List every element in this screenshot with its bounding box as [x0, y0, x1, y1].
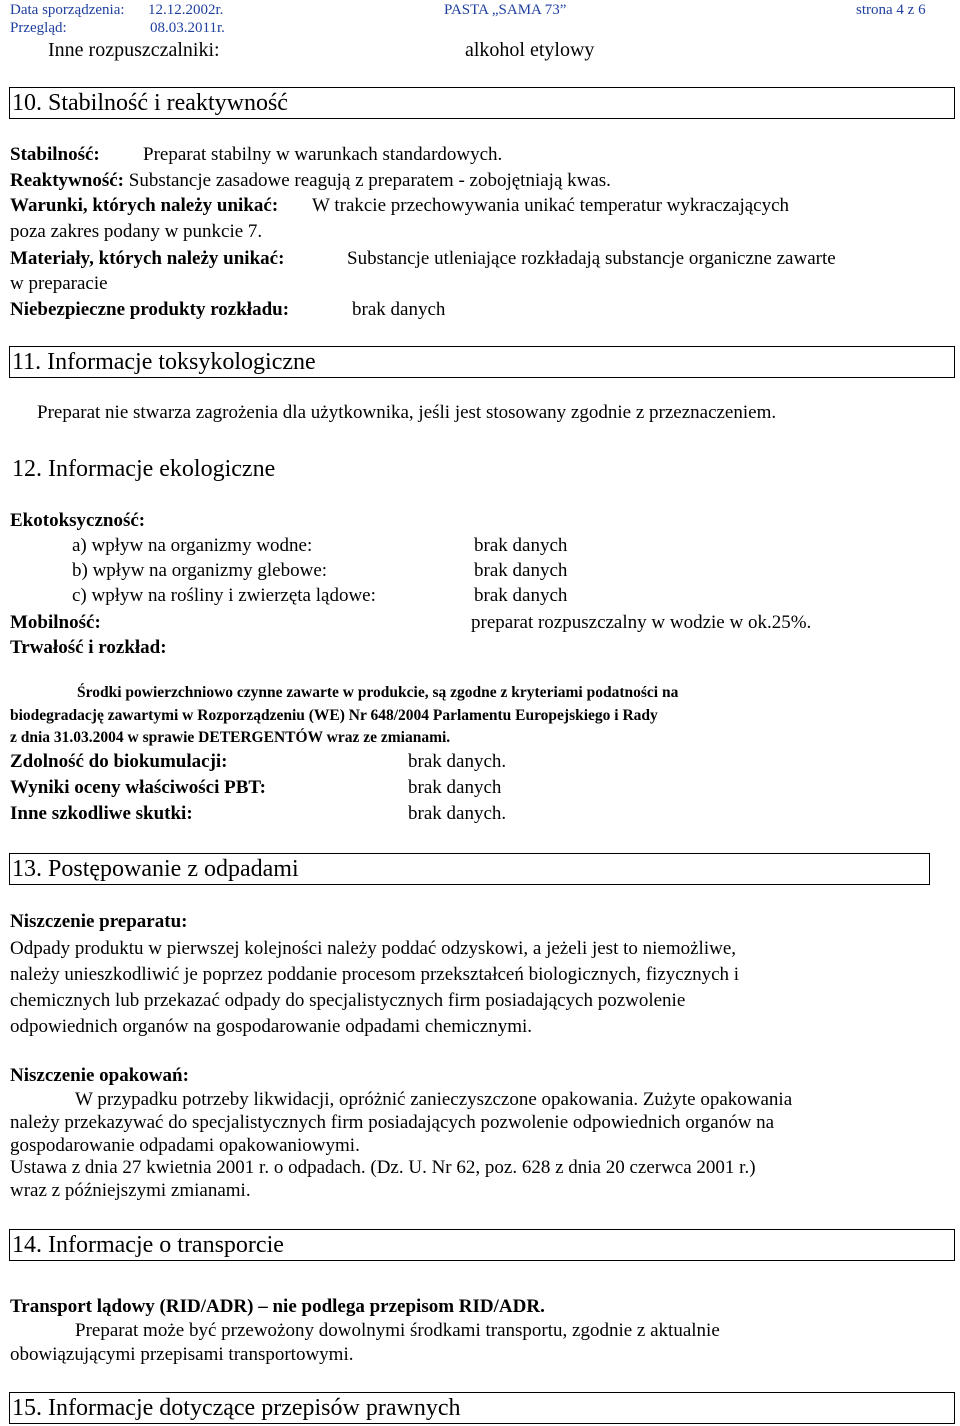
bioaccumulation-value: brak danych.: [408, 751, 507, 772]
packaging-line-4: Ustawa z dnia 27 kwietnia 2001 r. o odpadach. (Dz. U. Nr 62, poz. 628 z dnia 20 czerwca 2001 r.): [10, 1157, 756, 1178]
reactivity-label: Reaktywność:: [10, 170, 124, 191]
bioaccumulation-label: Zdolność do biokumulacji:: [10, 751, 228, 772]
pbt-label: Wyniki oceny właściwości PBT:: [10, 777, 266, 798]
packaging-line-2: należy przekazywać do specjalistycznych firm posiadających pozwolenie odpowiednich organów na: [10, 1112, 775, 1133]
eco-item-b-value: brak danych: [474, 560, 568, 581]
section-13-title: 13. Postępowanie z odpadami: [9, 853, 930, 885]
product-disposal-line-2: należy unieszkodliwić je poprzez poddanie procesom przekształceń biologicznych, fizycznych i: [10, 964, 740, 985]
eco-item-a-value: brak danych: [474, 535, 568, 556]
packaging-line-1: W przypadku potrzeby likwidacji, opróżnić zanieczyszczone opakowania. Zużyte opakowania: [75, 1089, 793, 1110]
reactivity-row: [10, 170, 611, 192]
stability-value: Preparat stabilny w warunkach standardowych.: [143, 144, 503, 165]
section-15-title: 15. Informacje dotyczące przepisów prawnych: [9, 1392, 955, 1424]
decomposition-value: brak danych: [352, 299, 446, 320]
conditions-value-2: poza zakres podany w punkcie 7.: [10, 221, 263, 242]
other-effects-value: brak danych.: [408, 803, 507, 824]
packaging-line-3: gospodarowanie odpadami opakowaniowymi.: [10, 1135, 360, 1156]
reactivity-value: Substancje zasadowe reagują z preparatem - zobojętniają kwas.: [124, 170, 611, 191]
solvents-value: alkohol etylowy: [465, 39, 595, 61]
mobility-label: Mobilność:: [10, 612, 101, 633]
pbt-value: brak danych: [408, 777, 502, 798]
persistence-label: Trwałość i rozkład:: [10, 637, 167, 658]
review-date: 08.03.2011r.: [150, 20, 225, 36]
conditions-value: W trakcie przechowywania unikać temperatur wykraczających: [312, 195, 790, 216]
eco-item-c-value: brak danych: [474, 585, 568, 606]
surfactant-note-1: Środki powierzchniowo czynne zawarte w produkcie, są zgodne z kryteriami podatności na: [77, 684, 679, 701]
mobility-value: preparat rozpuszczalny w wodzie w ok.25%.: [471, 612, 812, 633]
stability-label: Stabilność:: [10, 144, 100, 165]
conditions-label: Warunki, których należy unikać:: [10, 195, 279, 216]
section-11-title: 11. Informacje toksykologiczne: [9, 346, 955, 378]
toxicology-text: Preparat nie stwarza zagrożenia dla użytkownika, jeśli jest stosowany zgodnie z przeznaczeniem.: [37, 402, 777, 423]
product-disposal-line-3: chemicznych lub przekazać odpady do specjalistycznych firm posiadających pozwolenie: [10, 990, 686, 1011]
page-number: strona 4 z 6: [856, 2, 926, 18]
other-effects-label: Inne szkodliwe skutki:: [10, 803, 193, 824]
product-name: PASTA „SAMA 73”: [444, 2, 567, 18]
section-14-title: 14. Informacje o transporcie: [9, 1229, 955, 1261]
road-transport-label: Transport lądowy (RID/ADR) – nie podlega przepisom RID/ADR.: [10, 1296, 545, 1317]
product-disposal-line-1: Odpady produktu w pierwszej kolejności należy poddać odzyskowi, a jeżeli jest to niemożliwe,: [10, 938, 737, 959]
created-date: 12.12.2002r.: [148, 2, 224, 18]
transport-line-1: Preparat może być przewożony dowolnymi środkami transportu, zgodnie z aktualnie: [75, 1320, 720, 1341]
eco-item-c-label: c) wpływ na rośliny i zwierzęta lądowe:: [72, 585, 376, 606]
eco-item-a-label: a) wpływ na organizmy wodne:: [72, 535, 313, 556]
ecotoxicity-label: Ekotoksyczność:: [10, 510, 146, 531]
packaging-line-5: wraz z późniejszymi zmianami.: [10, 1180, 251, 1201]
materials-value-2: w preparacie: [10, 273, 108, 294]
solvents-label: Inne rozpuszczalniki:: [48, 39, 220, 61]
decomposition-label: Niebezpieczne produkty rozkładu:: [10, 299, 290, 320]
transport-line-2: obowiązującymi przepisami transportowymi.: [10, 1344, 354, 1365]
product-disposal-label: Niszczenie preparatu:: [10, 911, 188, 932]
section-10-title: 10. Stabilność i reaktywność: [9, 87, 955, 119]
surfactant-note-2: biodegradację zawartymi w Rozporządzeniu (WE) Nr 648/2004 Parlamentu Europejskiego i Rady: [10, 707, 658, 724]
review-label: Przegląd:: [10, 20, 67, 36]
packaging-disposal-label: Niszczenie opakowań:: [10, 1065, 189, 1086]
materials-value: Substancje utleniające rozkładają substancje organiczne zawarte: [347, 248, 836, 269]
materials-label: Materiały, których należy unikać:: [10, 248, 285, 269]
eco-item-b-label: b) wpływ na organizmy glebowe:: [72, 560, 328, 581]
section-12-title: 12. Informacje ekologiczne: [9, 453, 955, 485]
surfactant-note-3: z dnia 31.03.2004 w sprawie DETERGENTÓW wraz ze zmianami.: [10, 729, 451, 746]
created-label: Data sporządzenia:: [10, 2, 125, 18]
product-disposal-line-4: odpowiednich organów na gospodarowanie odpadami chemicznymi.: [10, 1016, 533, 1037]
